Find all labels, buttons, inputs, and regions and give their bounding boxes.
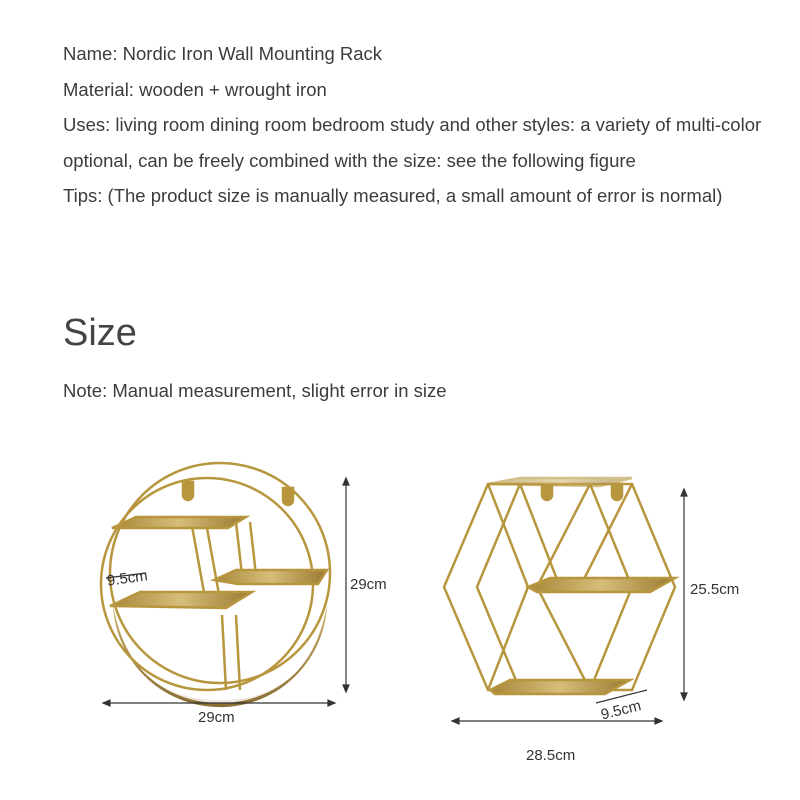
product-material: Material: wooden + wrought iron [63, 78, 327, 100]
round-shelf-right-board [214, 570, 327, 584]
round-shelf-depth-label: 9.5cm [105, 567, 149, 590]
hex-shelf-bottom-board [490, 680, 630, 694]
hex-shelf-middle-board [528, 578, 675, 592]
product-name: Name: Nordic Iron Wall Mounting Rack [63, 43, 383, 64]
round-shelf-top-board [112, 517, 246, 528]
measurement-note: Note: Manual measurement, slight error in size [63, 380, 447, 401]
round-shelf-height-label: 29cm [350, 576, 387, 593]
size-heading: Size [63, 312, 137, 354]
hook-right [283, 488, 293, 505]
hook-hex-left [542, 484, 552, 500]
product-uses: Uses: living room dining room bedroom study and other styles: a variety of multi-color optional, can be freely combined with the size: see the following figure [63, 114, 762, 171]
hex-shelf-height-label: 25.5cm [690, 581, 740, 598]
hex-shelf-depth-label: 9.5cm [599, 697, 643, 724]
round-shelf-width-label: 29cm [198, 709, 235, 726]
hex-shelf-width-label: 28.5cm [526, 747, 576, 764]
hook-hex-right [612, 484, 622, 500]
product-tips: Tips: (The product size is manually measured, a small amount of error is normal) [63, 185, 723, 206]
round-shelf-left-board [110, 592, 252, 608]
hex-shelf [444, 478, 675, 694]
hook-left [183, 482, 193, 500]
